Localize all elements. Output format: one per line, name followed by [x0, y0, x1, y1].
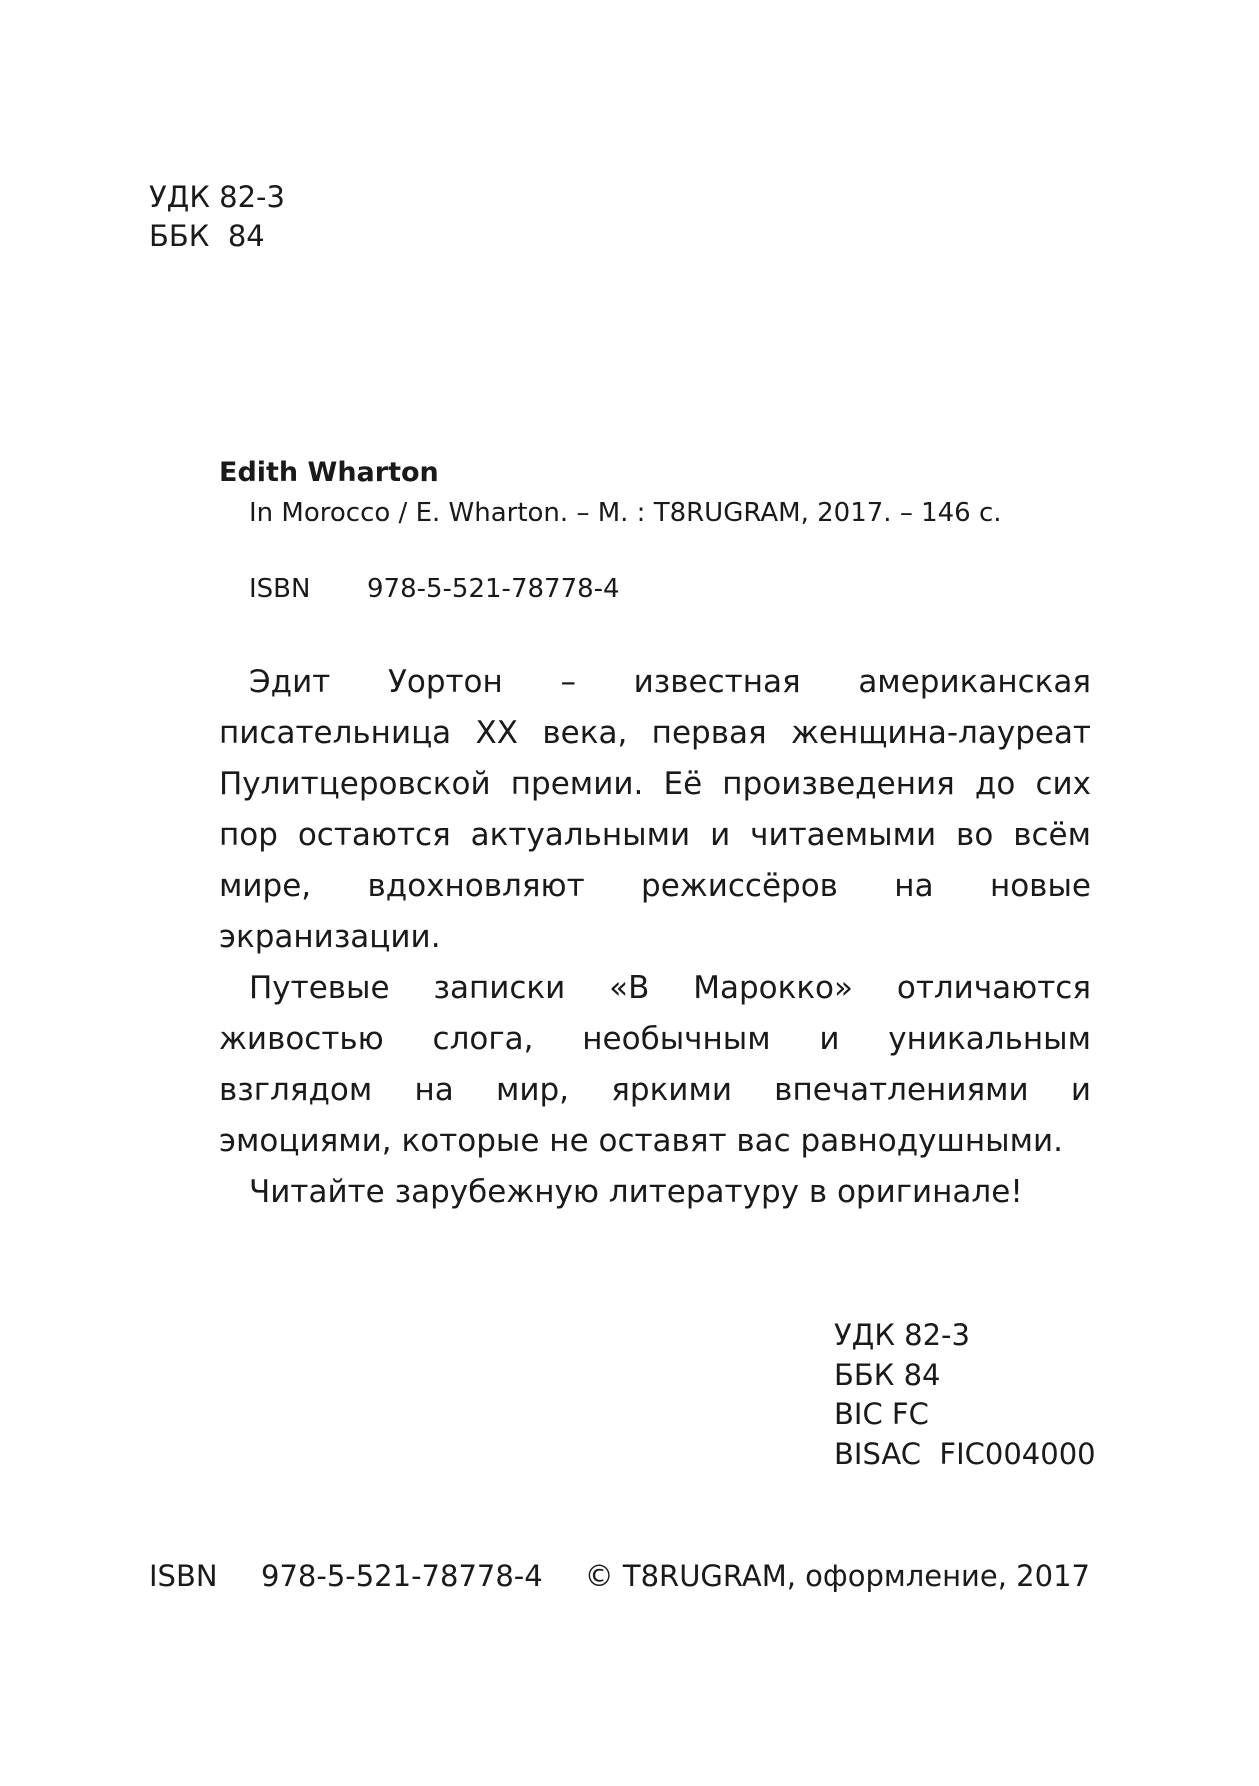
annotation-text	[219, 657, 1091, 1218]
udk-code: УДК 82-3	[834, 1318, 970, 1352]
author-name: Edith Wharton	[219, 457, 439, 488]
citation-line: In Morocco / E. Wharton. – M. : T8RUGRAM, 2017. – 146 с.	[249, 498, 1002, 528]
bbk-code: ББК 84	[149, 219, 265, 253]
footer-isbn	[149, 1556, 543, 1596]
bbk-code: ББК 84	[834, 1357, 941, 1392]
bisac-code: BISAC FIC004000	[834, 1436, 1096, 1471]
top-classification-block	[149, 178, 285, 256]
isbn-value: 978-5-521-78778-4	[261, 1559, 543, 1593]
isbn-label: ISBN	[149, 1559, 218, 1593]
annotation-paragraph: Путевые записки «В Марокко» отличаются живостью слога, необычным и уникальным взглядом на мир, яркими впечатлениями и эмоциями, которые не оставят вас равнодушными.	[219, 970, 1091, 1159]
isbn-label: ISBN	[249, 574, 311, 604]
isbn-value: 978-5-521-78778-4	[367, 574, 620, 604]
copyright-notice: © T8RUGRAM, оформление, 2017	[584, 1559, 1090, 1593]
bic-code: BIC FC	[834, 1397, 929, 1431]
isbn-line	[219, 569, 1099, 609]
bottom-classification-block	[834, 1316, 1096, 1474]
annotation-paragraph: Читайте зарубежную литературу в оригинале!	[249, 1174, 1023, 1210]
annotation-paragraph: Эдит Уортон – известная американская писательница XX века, первая женщина-лауреат Пулитцеровской премии. Её произведения до сих пор остаются актуальными и читаемыми во всём мире, вдохновляют режиссёров на новые экранизации.	[219, 664, 1091, 955]
udk-code: УДК 82-3	[149, 180, 285, 214]
bibliographic-record	[219, 453, 1099, 609]
